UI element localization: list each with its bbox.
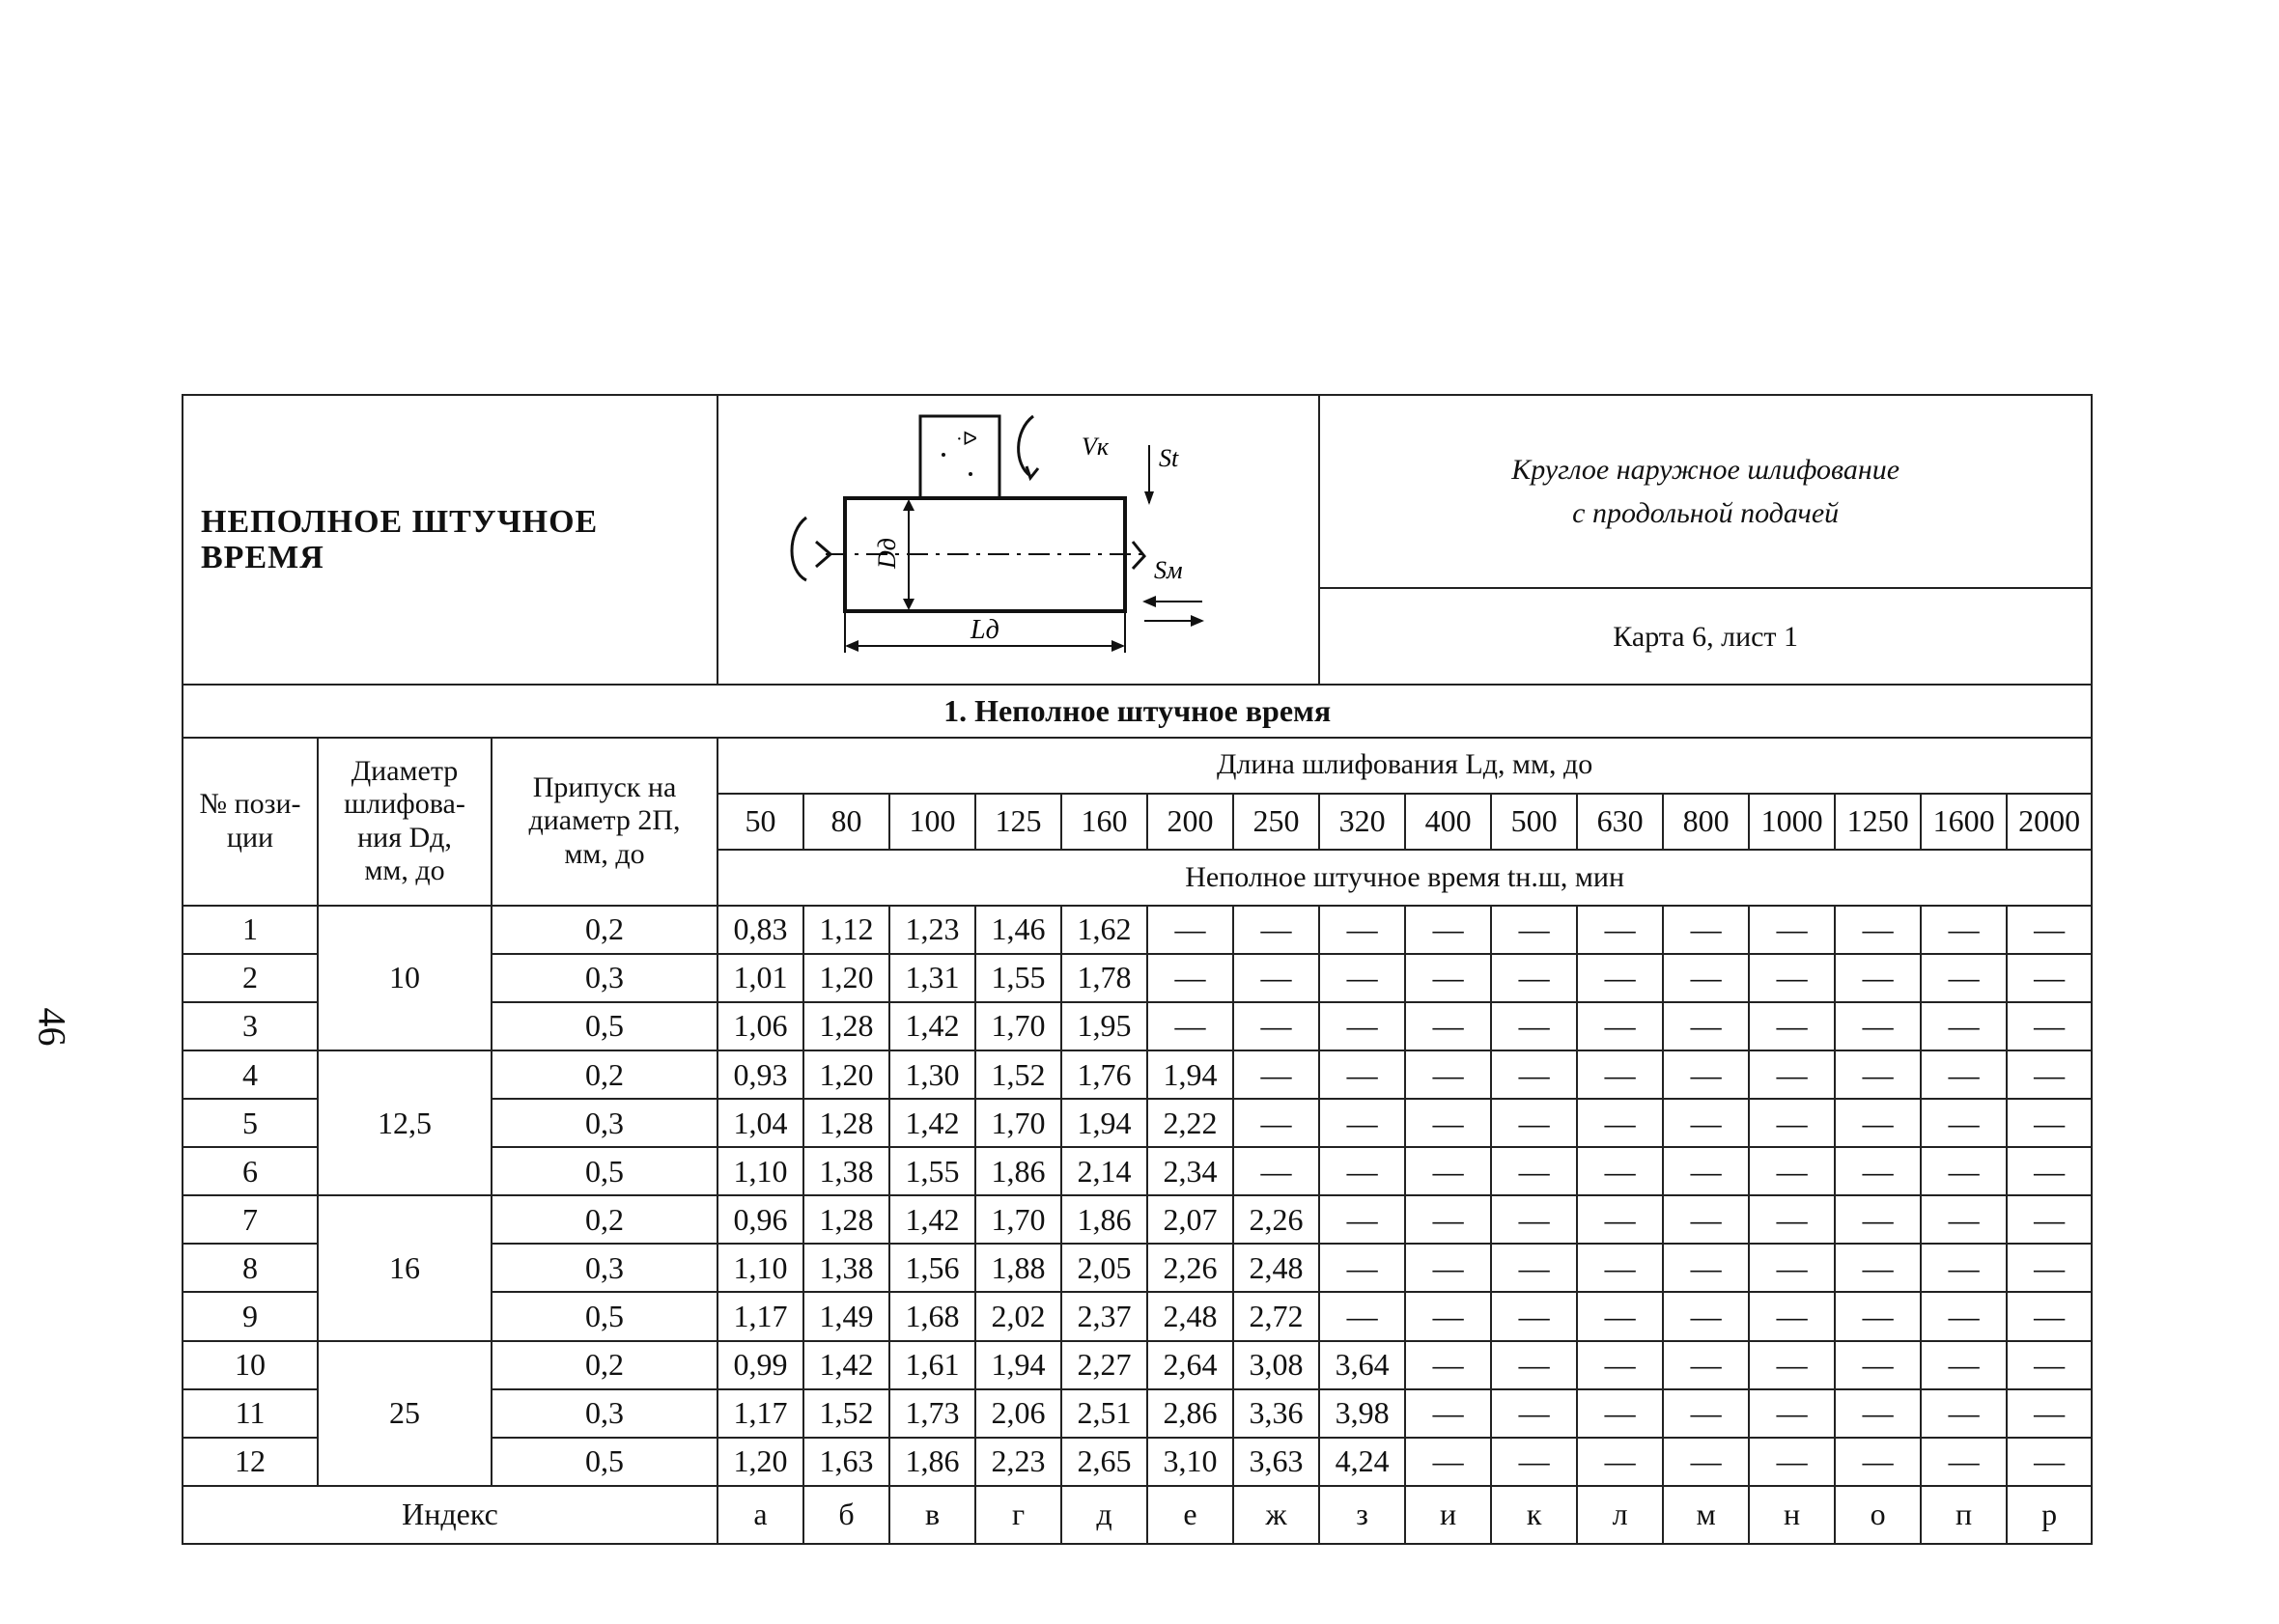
time-value-cell: 2,64 — [1147, 1341, 1233, 1389]
index-cell: е — [1147, 1486, 1233, 1544]
time-value-cell: — — [1749, 1002, 1835, 1050]
time-value-cell: 1,76 — [1061, 1050, 1147, 1099]
time-value-cell: — — [1835, 1147, 1921, 1195]
time-value-cell: — — [1491, 1147, 1577, 1195]
time-value-cell: 1,55 — [975, 954, 1061, 1002]
time-value-cell: — — [1921, 954, 2007, 1002]
time-value-cell: — — [1319, 1292, 1405, 1340]
index-cell: к — [1491, 1486, 1577, 1544]
position-cell: 1 — [183, 906, 318, 954]
time-value-cell: — — [1233, 1099, 1319, 1147]
time-value-cell: 2,65 — [1061, 1438, 1147, 1486]
diameter-cell: 12,5 — [318, 1050, 492, 1195]
time-value-cell: 1,94 — [1061, 1099, 1147, 1147]
time-value-cell: 1,49 — [803, 1292, 889, 1340]
sm-label: Sм — [1153, 555, 1183, 584]
time-value-cell: — — [1921, 1389, 2007, 1438]
time-value-cell: 1,94 — [975, 1341, 1061, 1389]
time-value-cell: — — [2007, 954, 2092, 1002]
time-value-cell: 1,86 — [889, 1438, 975, 1486]
allowance-cell: 0,3 — [492, 954, 717, 1002]
time-value-cell: 1,01 — [717, 954, 803, 1002]
time-value-cell: 1,52 — [803, 1389, 889, 1438]
time-value-cell: — — [1491, 906, 1577, 954]
length-header: Длина шлифования Lд, мм, до — [717, 738, 2092, 794]
time-value-cell: — — [1233, 1050, 1319, 1099]
time-value-cell: 1,70 — [975, 1099, 1061, 1147]
time-value-cell: — — [1405, 1244, 1491, 1292]
time-value-cell: — — [1663, 1292, 1749, 1340]
time-value-cell: — — [2007, 1292, 2092, 1340]
time-value-cell: — — [1921, 906, 2007, 954]
time-value-cell: 3,64 — [1319, 1341, 1405, 1389]
time-value-cell: — — [2007, 906, 2092, 954]
time-value-cell: — — [1663, 1438, 1749, 1486]
time-value-cell: — — [1405, 1389, 1491, 1438]
time-value-cell: — — [1491, 1341, 1577, 1389]
table-row — [183, 1050, 2092, 1099]
time-value-cell: — — [1491, 1050, 1577, 1099]
time-value-cell: 1,68 — [889, 1292, 975, 1340]
time-header: Неполное штучное время tн.ш, мин — [717, 850, 2092, 906]
time-value-cell: — — [1319, 1147, 1405, 1195]
position-cell: 6 — [183, 1147, 318, 1195]
time-value-cell: 1,94 — [1147, 1050, 1233, 1099]
time-value-cell: 1,95 — [1061, 1002, 1147, 1050]
time-value-cell: — — [1663, 1099, 1749, 1147]
time-value-cell: — — [1577, 906, 1663, 954]
time-value-cell: — — [1749, 1292, 1835, 1340]
time-value-cell: — — [1921, 1147, 2007, 1195]
dd-label: Dд — [872, 537, 901, 569]
time-value-cell: — — [1749, 1341, 1835, 1389]
time-value-cell: 2,48 — [1147, 1292, 1233, 1340]
time-value-cell: — — [1921, 1341, 2007, 1389]
time-value-cell: — — [1491, 954, 1577, 1002]
time-value-cell: — — [1319, 906, 1405, 954]
time-value-cell: — — [1921, 1244, 2007, 1292]
time-value-cell: — — [1577, 1099, 1663, 1147]
time-value-cell: 3,63 — [1233, 1438, 1319, 1486]
time-value-cell: — — [2007, 1389, 2092, 1438]
time-value-cell: — — [1233, 954, 1319, 1002]
time-value-cell: — — [1405, 1099, 1491, 1147]
index-cell: р — [2007, 1486, 2092, 1544]
time-value-cell: 4,24 — [1319, 1438, 1405, 1486]
length-col-header: 200 — [1147, 794, 1233, 850]
time-value-cell: 1,78 — [1061, 954, 1147, 1002]
time-value-cell: — — [1319, 954, 1405, 1002]
time-value-cell: — — [1319, 1099, 1405, 1147]
time-value-cell: — — [1147, 954, 1233, 1002]
st-label: St — [1158, 443, 1178, 472]
time-value-cell: — — [1319, 1195, 1405, 1244]
col-header-diameter: Диаметр шлифова- ния Dд, мм, до — [318, 738, 492, 906]
allowance-cell: 0,3 — [492, 1099, 717, 1147]
time-value-cell: 2,26 — [1233, 1195, 1319, 1244]
length-col-header: 630 — [1577, 794, 1663, 850]
time-value-cell: — — [1405, 1438, 1491, 1486]
time-value-cell: — — [1921, 1099, 2007, 1147]
table-row — [183, 1341, 2092, 1389]
time-value-cell: — — [1921, 1195, 2007, 1244]
time-value-cell: — — [1921, 1050, 2007, 1099]
time-value-cell: 1,88 — [975, 1244, 1061, 1292]
time-value-cell: 2,27 — [1061, 1341, 1147, 1389]
time-value-cell: 3,08 — [1233, 1341, 1319, 1389]
time-value-cell: 2,86 — [1147, 1389, 1233, 1438]
position-cell: 11 — [183, 1389, 318, 1438]
time-value-cell: — — [1405, 1292, 1491, 1340]
time-value-cell: — — [1663, 1002, 1749, 1050]
time-value-cell: — — [2007, 1195, 2092, 1244]
time-value-cell: — — [1491, 1002, 1577, 1050]
time-value-cell: 2,23 — [975, 1438, 1061, 1486]
length-col-header: 250 — [1233, 794, 1319, 850]
time-value-cell: — — [1835, 1195, 1921, 1244]
length-col-header: 125 — [975, 794, 1061, 850]
position-cell: 5 — [183, 1099, 318, 1147]
time-value-cell: 2,02 — [975, 1292, 1061, 1340]
time-value-cell: 1,20 — [717, 1438, 803, 1486]
allowance-cell: 0,3 — [492, 1389, 717, 1438]
time-value-cell: — — [1749, 954, 1835, 1002]
time-value-cell: 2,51 — [1061, 1389, 1147, 1438]
position-cell: 7 — [183, 1195, 318, 1244]
time-value-cell: — — [1835, 1050, 1921, 1099]
time-value-cell: — — [1405, 1195, 1491, 1244]
page-number: 46 — [30, 1007, 74, 1047]
length-col-header: 160 — [1061, 794, 1147, 850]
time-value-cell: 1,38 — [803, 1147, 889, 1195]
position-cell: 3 — [183, 1002, 318, 1050]
time-value-cell: — — [1147, 906, 1233, 954]
time-value-cell: 1,06 — [717, 1002, 803, 1050]
time-value-cell: — — [1577, 954, 1663, 1002]
diameter-cell: 16 — [318, 1195, 492, 1340]
time-value-cell: — — [2007, 1147, 2092, 1195]
time-value-cell: 0,96 — [717, 1195, 803, 1244]
length-col-header: 50 — [717, 794, 803, 850]
time-value-cell: 1,52 — [975, 1050, 1061, 1099]
time-value-cell: — — [1405, 1002, 1491, 1050]
time-value-cell: — — [2007, 1341, 2092, 1389]
diameter-cell: 25 — [318, 1341, 492, 1486]
time-value-cell: — — [1491, 1292, 1577, 1340]
time-value-cell: 1,62 — [1061, 906, 1147, 954]
time-value-cell: — — [1491, 1438, 1577, 1486]
time-value-cell: — — [1749, 1389, 1835, 1438]
time-value-cell: — — [1663, 906, 1749, 954]
time-value-cell: — — [1577, 1195, 1663, 1244]
position-cell: 4 — [183, 1050, 318, 1099]
index-row — [183, 1486, 2092, 1544]
col-header-position: № пози- ции — [183, 738, 318, 906]
time-value-cell: 1,28 — [803, 1099, 889, 1147]
time-value-cell: 1,46 — [975, 906, 1061, 954]
time-value-cell: 1,12 — [803, 906, 889, 954]
index-cell: о — [1835, 1486, 1921, 1544]
time-value-cell: — — [1749, 1244, 1835, 1292]
allowance-cell: 0,5 — [492, 1292, 717, 1340]
table-row — [183, 906, 2092, 954]
time-value-cell: — — [1405, 1050, 1491, 1099]
time-value-cell: 2,22 — [1147, 1099, 1233, 1147]
time-value-cell: — — [1663, 1050, 1749, 1099]
index-cell: г — [975, 1486, 1061, 1544]
time-value-cell: — — [1233, 1147, 1319, 1195]
time-value-cell: 1,38 — [803, 1244, 889, 1292]
time-value-cell: — — [1835, 954, 1921, 1002]
time-value-cell: — — [1835, 1002, 1921, 1050]
time-value-cell: 1,86 — [975, 1147, 1061, 1195]
allowance-cell: 0,2 — [492, 1050, 717, 1099]
time-value-cell: 1,17 — [717, 1389, 803, 1438]
time-value-cell: 0,99 — [717, 1341, 803, 1389]
time-value-cell: — — [2007, 1438, 2092, 1486]
time-value-cell: — — [1663, 1389, 1749, 1438]
time-value-cell: — — [1921, 1438, 2007, 1486]
time-value-cell: 2,26 — [1147, 1244, 1233, 1292]
time-value-cell: 3,36 — [1233, 1389, 1319, 1438]
time-value-cell: — — [1577, 1050, 1663, 1099]
allowance-cell: 0,2 — [492, 1341, 717, 1389]
allowance-cell: 0,5 — [492, 1438, 717, 1486]
index-cell: а — [717, 1486, 803, 1544]
length-col-header: 320 — [1319, 794, 1405, 850]
time-value-cell: — — [1663, 1195, 1749, 1244]
index-cell: п — [1921, 1486, 2007, 1544]
allowance-cell: 0,2 — [492, 906, 717, 954]
time-value-cell: 1,04 — [717, 1099, 803, 1147]
index-cell: б — [803, 1486, 889, 1544]
time-value-cell: — — [1749, 1147, 1835, 1195]
time-value-cell: 1,70 — [975, 1195, 1061, 1244]
length-col-header: 400 — [1405, 794, 1491, 850]
time-value-cell: — — [1405, 954, 1491, 1002]
time-value-cell: 1,10 — [717, 1147, 803, 1195]
time-value-cell: 1,10 — [717, 1244, 803, 1292]
time-value-cell: — — [1577, 1438, 1663, 1486]
time-value-cell: 1,63 — [803, 1438, 889, 1486]
time-value-cell: — — [2007, 1244, 2092, 1292]
index-cell: ж — [1233, 1486, 1319, 1544]
position-cell: 9 — [183, 1292, 318, 1340]
length-col-header: 2000 — [2007, 794, 2092, 850]
index-cell: и — [1405, 1486, 1491, 1544]
operation-line-1: Круглое наружное шлифование — [1511, 454, 1900, 487]
position-cell: 12 — [183, 1438, 318, 1486]
time-value-cell: 2,34 — [1147, 1147, 1233, 1195]
time-value-cell: — — [1577, 1147, 1663, 1195]
time-value-cell: 1,42 — [803, 1341, 889, 1389]
time-value-cell: — — [2007, 1099, 2092, 1147]
time-value-cell: 1,17 — [717, 1292, 803, 1340]
grinding-sketch-icon — [719, 397, 1318, 677]
table-row — [183, 1195, 2092, 1244]
time-value-cell: — — [1319, 1002, 1405, 1050]
time-value-cell: 1,61 — [889, 1341, 975, 1389]
index-cell: н — [1749, 1486, 1835, 1544]
length-col-header: 80 — [803, 794, 889, 850]
length-col-header: 1250 — [1835, 794, 1921, 850]
length-col-header: 1000 — [1749, 794, 1835, 850]
time-value-cell: — — [1319, 1050, 1405, 1099]
time-value-cell: — — [1577, 1244, 1663, 1292]
index-cell: з — [1319, 1486, 1405, 1544]
time-value-cell: 2,48 — [1233, 1244, 1319, 1292]
time-value-cell: — — [1921, 1002, 2007, 1050]
time-value-cell: 1,56 — [889, 1244, 975, 1292]
time-value-cell: — — [1663, 954, 1749, 1002]
length-col-header: 1600 — [1921, 794, 2007, 850]
time-value-cell: 0,93 — [717, 1050, 803, 1099]
time-value-cell: 2,37 — [1061, 1292, 1147, 1340]
position-cell: 2 — [183, 954, 318, 1002]
time-value-cell: — — [1921, 1292, 2007, 1340]
time-value-cell: — — [1749, 1050, 1835, 1099]
vk-label: Vк — [1081, 432, 1109, 461]
time-value-cell: — — [1577, 1341, 1663, 1389]
index-cell: м — [1663, 1486, 1749, 1544]
time-value-cell: — — [1491, 1195, 1577, 1244]
time-value-cell: — — [2007, 1050, 2092, 1099]
time-value-cell: 1,70 — [975, 1002, 1061, 1050]
index-cell: л — [1577, 1486, 1663, 1544]
length-col-header: 100 — [889, 794, 975, 850]
time-value-cell: 1,28 — [803, 1002, 889, 1050]
time-value-cell: — — [1233, 906, 1319, 954]
time-value-cell: 0,83 — [717, 906, 803, 954]
allowance-cell: 0,2 — [492, 1195, 717, 1244]
time-value-cell: 3,10 — [1147, 1438, 1233, 1486]
time-value-cell: — — [1835, 1389, 1921, 1438]
time-value-cell: — — [1405, 1147, 1491, 1195]
time-value-cell: — — [1663, 1341, 1749, 1389]
time-value-cell: — — [1663, 1147, 1749, 1195]
time-value-cell: 1,20 — [803, 1050, 889, 1099]
allowance-cell: 0,5 — [492, 1147, 717, 1195]
time-value-cell: — — [1749, 906, 1835, 954]
time-value-cell: — — [1835, 1341, 1921, 1389]
svg-text:·ᐅ: ·ᐅ — [955, 428, 977, 450]
time-value-cell: — — [1577, 1002, 1663, 1050]
time-value-cell: 1,42 — [889, 1099, 975, 1147]
time-value-cell: — — [1835, 906, 1921, 954]
time-value-cell: — — [1405, 1341, 1491, 1389]
time-value-cell: 1,42 — [889, 1195, 975, 1244]
card-reference: Карта 6, лист 1 — [1319, 588, 2092, 685]
time-value-cell: — — [1491, 1389, 1577, 1438]
time-value-cell: 1,42 — [889, 1002, 975, 1050]
time-value-cell: — — [1319, 1244, 1405, 1292]
time-value-cell: — — [1835, 1244, 1921, 1292]
time-value-cell: — — [1835, 1099, 1921, 1147]
operation-name — [1319, 395, 2092, 588]
time-value-cell: — — [1835, 1292, 1921, 1340]
position-cell: 10 — [183, 1341, 318, 1389]
time-value-cell: — — [1835, 1438, 1921, 1486]
time-value-cell: 2,06 — [975, 1389, 1061, 1438]
time-value-cell: — — [2007, 1002, 2092, 1050]
sheet-title: НЕПОЛНОЕ ШТУЧНОЕ ВРЕМЯ — [183, 395, 717, 685]
time-value-cell: — — [1491, 1244, 1577, 1292]
operation-line-2: с продольной подачей — [1572, 497, 1840, 530]
time-value-cell: — — [1577, 1292, 1663, 1340]
time-value-cell: 1,55 — [889, 1147, 975, 1195]
time-value-cell: — — [1749, 1195, 1835, 1244]
ld-label: Lд — [970, 614, 999, 645]
time-value-cell: — — [1147, 1002, 1233, 1050]
time-value-cell: 1,30 — [889, 1050, 975, 1099]
time-value-cell: 1,31 — [889, 954, 975, 1002]
time-value-cell: — — [1663, 1244, 1749, 1292]
time-value-cell: 2,72 — [1233, 1292, 1319, 1340]
time-value-cell: — — [1749, 1438, 1835, 1486]
diameter-cell: 10 — [318, 906, 492, 1050]
col-header-allowance: Припуск на диаметр 2П, мм, до — [492, 738, 717, 906]
time-value-cell: 1,28 — [803, 1195, 889, 1244]
allowance-cell: 0,5 — [492, 1002, 717, 1050]
index-label: Индекс — [183, 1486, 717, 1544]
index-cell: д — [1061, 1486, 1147, 1544]
time-value-cell: 2,14 — [1061, 1147, 1147, 1195]
time-value-cell: 1,73 — [889, 1389, 975, 1438]
index-cell: в — [889, 1486, 975, 1544]
time-value-cell: — — [1749, 1099, 1835, 1147]
time-value-cell: — — [1405, 906, 1491, 954]
process-sketch — [717, 395, 1319, 685]
time-value-cell: — — [1577, 1389, 1663, 1438]
length-col-header: 800 — [1663, 794, 1749, 850]
position-cell: 8 — [183, 1244, 318, 1292]
length-col-header: 500 — [1491, 794, 1577, 850]
time-value-cell: — — [1491, 1099, 1577, 1147]
allowance-cell: 0,3 — [492, 1244, 717, 1292]
norm-table — [182, 394, 2093, 1545]
time-value-cell: 2,05 — [1061, 1244, 1147, 1292]
time-value-cell: 1,23 — [889, 906, 975, 954]
time-value-cell: 1,20 — [803, 954, 889, 1002]
section-title: 1. Неполное штучное время — [183, 685, 2092, 737]
time-value-cell: 1,86 — [1061, 1195, 1147, 1244]
time-value-cell: 2,07 — [1147, 1195, 1233, 1244]
time-value-cell: — — [1233, 1002, 1319, 1050]
time-value-cell: 3,98 — [1319, 1389, 1405, 1438]
